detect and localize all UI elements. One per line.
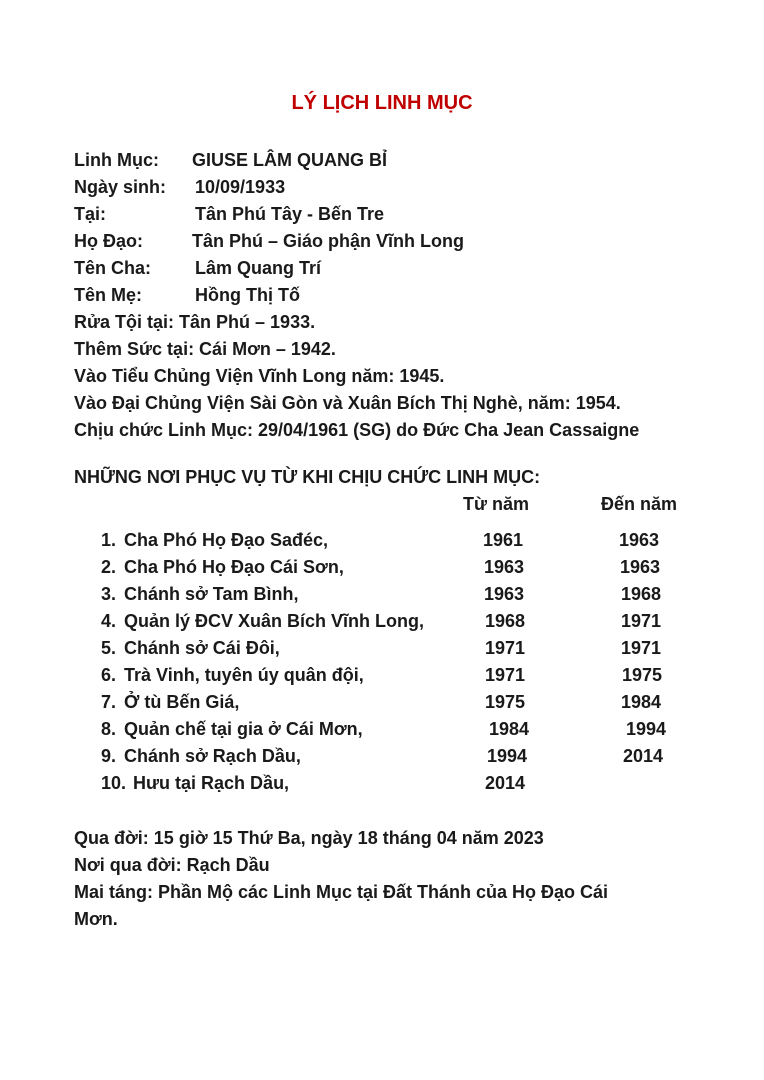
row-from-year: 1961 — [483, 530, 524, 550]
row-place: Chánh sở Cái Đôi, — [124, 638, 280, 658]
row-place: Quản chế tại gia ở Cái Mơn, — [124, 719, 363, 739]
field-birthplace-label: Tại: — [74, 204, 107, 224]
row-place: Chánh sở Tam Bình, — [124, 584, 299, 604]
row-number: 10. — [101, 773, 127, 793]
row-from-year: 1963 — [484, 557, 525, 577]
row-to-year: 1971 — [621, 638, 662, 658]
field-mother-label: Tên Mẹ: — [74, 285, 143, 305]
ordination-line: Chịu chức Linh Mục: 29/04/1961 (SG) do Đức Cha Jean Cassaigne — [74, 420, 640, 440]
row-number: 7. — [101, 692, 117, 712]
row-from-year: 1971 — [485, 638, 526, 658]
row-to-year: 1963 — [619, 530, 660, 550]
row-place: Ở tù Bến Giá, — [124, 692, 240, 712]
row-to-year: 1971 — [621, 611, 662, 631]
field-birthdate-label: Ngày sinh: — [74, 177, 167, 197]
service-row — [101, 773, 701, 797]
row-number: 5. — [101, 638, 117, 658]
service-row — [101, 611, 701, 635]
row-place: Trà Vinh, tuyên úy quân đội, — [124, 665, 364, 685]
service-row — [101, 692, 701, 716]
row-place: Quản lý ĐCV Xuân Bích Vĩnh Long, — [124, 611, 425, 631]
row-place: Chánh sở Rạch Dầu, — [124, 746, 301, 766]
field-mother-value: Hồng Thị Tố — [195, 285, 300, 305]
field-father-value: Lâm Quang Trí — [195, 258, 322, 278]
col-header-to: Đến năm — [601, 494, 678, 514]
row-to-year: 2014 — [623, 746, 664, 766]
death-line: Qua đời: 15 giờ 15 Thứ Ba, ngày 18 tháng 04 năm 2023 — [74, 828, 544, 848]
row-from-year: 1971 — [485, 665, 526, 685]
row-from-year: 1968 — [485, 611, 526, 631]
baptism-line: Rửa Tội tại: Tân Phú – 1933. — [74, 312, 316, 332]
field-parish-label: Họ Đạo: — [74, 231, 143, 251]
field-priest-label: Linh Mục: — [74, 150, 159, 170]
burial-line: Mai táng: Phần Mộ các Linh Mục tại Đất Thánh của Họ Đạo Cái — [74, 882, 609, 902]
row-place: Cha Phó Họ Đạo Sađéc, — [124, 530, 329, 550]
row-number: 8. — [101, 719, 117, 739]
row-to-year: 1994 — [626, 719, 667, 739]
service-row — [101, 719, 701, 743]
service-row — [101, 584, 701, 608]
field-birthdate-value: 10/09/1933 — [195, 177, 286, 197]
row-number: 1. — [101, 530, 117, 550]
row-from-year: 1984 — [489, 719, 530, 739]
service-heading: NHỮNG NƠI PHỤC VỤ TỪ KHI CHỊU CHỨC LINH MỤC: — [74, 467, 541, 487]
row-number: 2. — [101, 557, 117, 577]
row-from-year: 2014 — [485, 773, 526, 793]
confirmation-line: Thêm Sức tại: Cái Mơn – 1942. — [74, 339, 336, 359]
row-to-year: 1984 — [621, 692, 662, 712]
field-priest-value: GIUSE LÂM QUANG BỈ — [192, 150, 388, 170]
service-row — [101, 557, 701, 581]
service-row — [101, 665, 701, 689]
burial-line-continued: Mơn. — [74, 909, 118, 929]
row-place: Cha Phó Họ Đạo Cái Sơn, — [124, 557, 344, 577]
death-place-line: Nơi qua đời: Rạch Dầu — [74, 855, 270, 875]
row-place: Hưu tại Rạch Dầu, — [133, 773, 290, 793]
document-title: LÝ LỊCH LINH MỤC — [291, 92, 473, 114]
row-from-year: 1975 — [485, 692, 526, 712]
row-number: 6. — [101, 665, 117, 685]
field-parish-value: Tân Phú – Giáo phận Vĩnh Long — [192, 231, 464, 251]
row-from-year: 1963 — [484, 584, 525, 604]
major-seminary-line: Vào Đại Chủng Viện Sài Gòn và Xuân Bích Thị Nghè, năm: 1954. — [74, 393, 621, 413]
col-header-from: Từ năm — [463, 494, 530, 514]
row-to-year: 1968 — [621, 584, 662, 604]
row-number: 9. — [101, 746, 117, 766]
field-father-label: Tên Cha: — [74, 258, 152, 278]
minor-seminary-line: Vào Tiểu Chủng Viện Vĩnh Long năm: 1945. — [74, 366, 445, 386]
row-number: 4. — [101, 611, 117, 631]
service-row — [101, 746, 701, 770]
field-birthplace-value: Tân Phú Tây - Bến Tre — [195, 204, 385, 224]
service-row — [101, 530, 701, 554]
row-number: 3. — [101, 584, 117, 604]
row-from-year: 1994 — [487, 746, 528, 766]
row-to-year: 1975 — [622, 665, 663, 685]
service-row — [101, 638, 701, 662]
row-to-year: 1963 — [620, 557, 661, 577]
